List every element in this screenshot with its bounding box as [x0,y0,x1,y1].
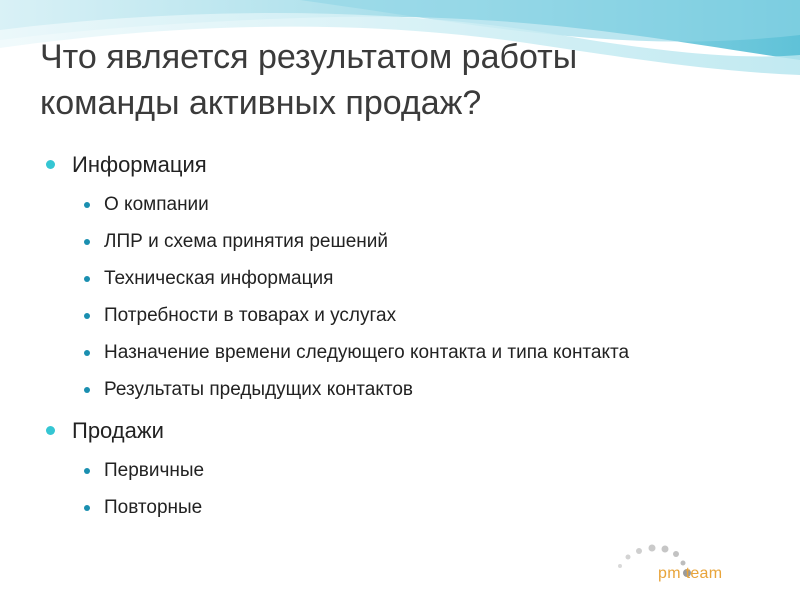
list-item-text: Повторные [104,497,203,518]
slide-title [40,34,780,126]
list-item-text: Техническая информация [104,268,334,289]
bullet-dot-icon [84,276,90,282]
bullet-dot-icon [84,387,90,393]
list-item [72,297,766,334]
bullet-dot-icon [84,202,90,208]
list-item-text: Потребности в товарах и услугах [104,305,397,326]
list-item [72,452,766,489]
list-item-text: ЛПР и схема принятия решений [104,231,389,252]
list-item [72,334,766,371]
bullet-list [46,150,766,534]
list-item-text: Назначение времени следующего контакта и типа контакта [104,342,630,363]
bullet-dot-icon [84,468,90,474]
bullet-dot-icon [84,350,90,356]
list-item-text: О компании [104,194,209,215]
section-information [46,150,766,408]
bullet-dot-icon [84,239,90,245]
list-item-text: Первичные [104,460,205,481]
title-line-2: команды активных продаж? [40,84,482,122]
bullet-dot-icon [84,505,90,511]
pm-team-logo [598,540,760,590]
list-item [72,186,766,223]
title-line-1: Что является результатом работы [40,38,578,76]
section-sales [46,416,766,526]
sub-list [72,186,766,408]
logo-text: pm team [658,565,723,582]
section-label: Продажи [72,418,164,443]
bullet-dot-icon [46,426,55,435]
list-item [72,371,766,408]
bullet-dot-icon [84,313,90,319]
list-item [72,489,766,526]
section-label: Информация [72,152,207,177]
list-item [72,223,766,260]
sub-list [72,452,766,526]
bullet-dot-icon [46,160,55,169]
list-item-text: Результаты предыдущих контактов [104,379,414,400]
list-item [72,260,766,297]
